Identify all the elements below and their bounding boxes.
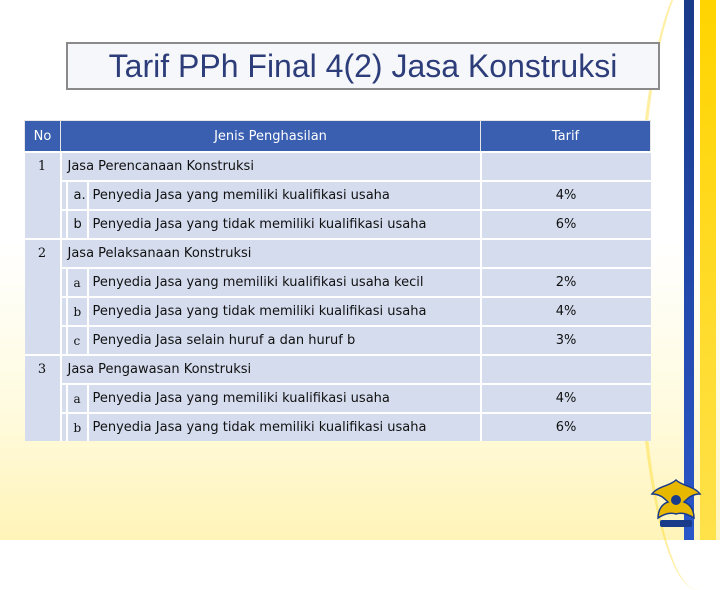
item-tarif: 3%: [481, 326, 651, 355]
header-jenis-penghasilan: Jenis Penghasilan: [61, 121, 481, 153]
item-letter: b: [67, 413, 88, 441]
category-row: [25, 355, 651, 384]
item-description: Penyedia Jasa yang tidak memiliki kualifikasi usaha: [88, 210, 481, 239]
row-number: 1: [25, 152, 61, 239]
category-row: [25, 239, 651, 268]
item-letter: a: [67, 384, 88, 413]
tarif-empty-cell: [481, 152, 651, 181]
table-row: [25, 413, 651, 441]
item-letter: c: [67, 326, 88, 355]
table-row: [25, 181, 651, 210]
category-label: Jasa Perencanaan Konstruksi: [61, 152, 481, 181]
table-header-row: [25, 121, 651, 153]
slide-title-box: [66, 42, 660, 90]
row-number: 2: [25, 239, 61, 355]
slide-title: Tarif PPh Final 4(2) Jasa Konstruksi: [108, 47, 618, 84]
table-row: [25, 210, 651, 239]
item-letter: b: [67, 210, 88, 239]
decorative-blue-stripe: [684, 0, 694, 540]
item-description: Penyedia Jasa yang memiliki kualifikasi usaha kecil: [88, 268, 481, 297]
tarif-empty-cell: [481, 355, 651, 384]
header-no: No: [25, 121, 61, 153]
table-row: [25, 384, 651, 413]
item-tarif: 6%: [481, 210, 651, 239]
row-number: 3: [25, 355, 61, 441]
header-tarif: Tarif: [481, 121, 651, 153]
category-label: Jasa Pengawasan Konstruksi: [61, 355, 481, 384]
decorative-yellow-stripe: [700, 0, 716, 540]
item-description: Penyedia Jasa yang memiliki kualifikasi usaha: [88, 384, 481, 413]
item-letter: a: [67, 268, 88, 297]
table-row: [25, 268, 651, 297]
item-description: Penyedia Jasa yang tidak memiliki kualifikasi usaha: [88, 297, 481, 326]
item-description: Penyedia Jasa selain huruf a dan huruf b: [88, 326, 481, 355]
item-description: Penyedia Jasa yang tidak memiliki kualifikasi usaha: [88, 413, 481, 441]
item-letter: b: [67, 297, 88, 326]
category-label: Jasa Pelaksanaan Konstruksi: [61, 239, 481, 268]
item-tarif: 4%: [481, 297, 651, 326]
item-tarif: 4%: [481, 181, 651, 210]
category-row: [25, 152, 651, 181]
tarif-empty-cell: [481, 239, 651, 268]
item-tarif: 2%: [481, 268, 651, 297]
item-description: Penyedia Jasa yang memiliki kualifikasi usaha: [88, 181, 481, 210]
item-letter: a.: [67, 181, 88, 210]
item-tarif: 6%: [481, 413, 651, 441]
tariff-table: [24, 120, 651, 441]
item-tarif: 4%: [481, 384, 651, 413]
table-row: [25, 326, 651, 355]
table-row: [25, 297, 651, 326]
kemenkeu-garuda-emblem-icon: [646, 472, 706, 532]
